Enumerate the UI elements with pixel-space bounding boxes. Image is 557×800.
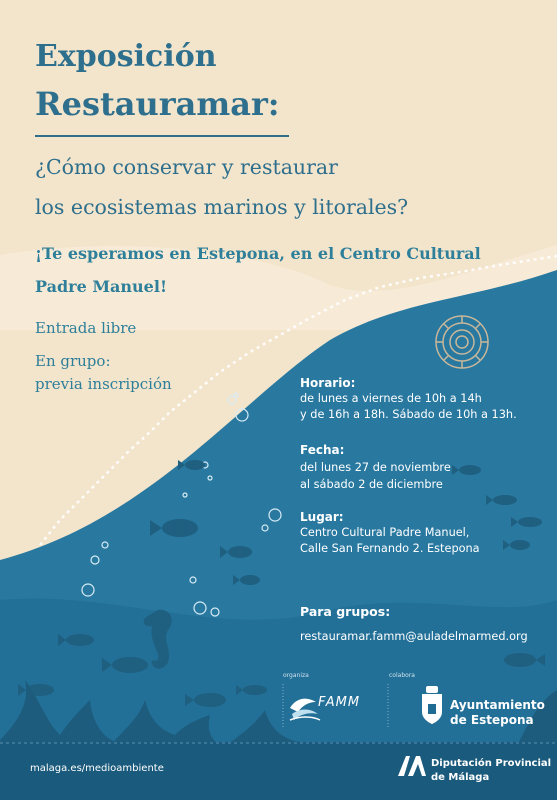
lugar-label: Lugar: xyxy=(300,510,344,524)
colabora-label: colabora xyxy=(389,672,415,679)
horario-line-2: y de 16h a 18h. Sábado de 10h a 13h. xyxy=(300,408,517,421)
horario-line-1: de lunes a viernes de 10h a 14h xyxy=(300,392,482,405)
entry-free: Entrada libre xyxy=(35,319,137,337)
lugar-line-2: Calle San Fernando 2. Estepona xyxy=(300,542,480,555)
entry-group-line-1: En grupo: xyxy=(35,352,111,370)
invite-line-2: Padre Manuel! xyxy=(35,277,167,296)
horario-label: Horario: xyxy=(300,376,356,390)
organiza-label: organiza xyxy=(283,672,309,679)
fecha-line-1: del lunes 27 de noviembre xyxy=(300,461,451,474)
title-line-2: Restauramar: xyxy=(35,85,280,123)
question-line-2: los ecosistemas marinos y litorales? xyxy=(35,195,409,219)
invite-line-1: ¡Te esperamos en Estepona, en el Centro Cultural xyxy=(35,244,481,263)
lugar-line-1: Centro Cultural Padre Manuel, xyxy=(300,526,470,539)
fecha-line-2: al sábado 2 de diciembre xyxy=(300,478,443,491)
grupos-email[interactable]: restauramar.famm@auladelmarmed.org xyxy=(300,630,528,643)
grupos-label: Para grupos: xyxy=(300,604,391,619)
entry-group-line-2: previa inscripción xyxy=(35,375,172,393)
question-line-1: ¿Cómo conservar y restaurar xyxy=(35,155,338,179)
title-underline xyxy=(35,135,289,137)
famm-logo-text: FAMM xyxy=(318,695,361,710)
fecha-label: Fecha: xyxy=(300,443,345,457)
ayto-line-2: de Estepona xyxy=(450,713,534,727)
footer-website[interactable]: malaga.es/medioambiente xyxy=(30,763,164,774)
diputacion-line-2: de Málaga xyxy=(431,772,490,783)
title-line-1: Exposición xyxy=(35,39,217,74)
ayto-line-1: Ayuntamiento xyxy=(450,698,545,712)
diputacion-line-1: Diputación Provincial xyxy=(431,758,552,769)
